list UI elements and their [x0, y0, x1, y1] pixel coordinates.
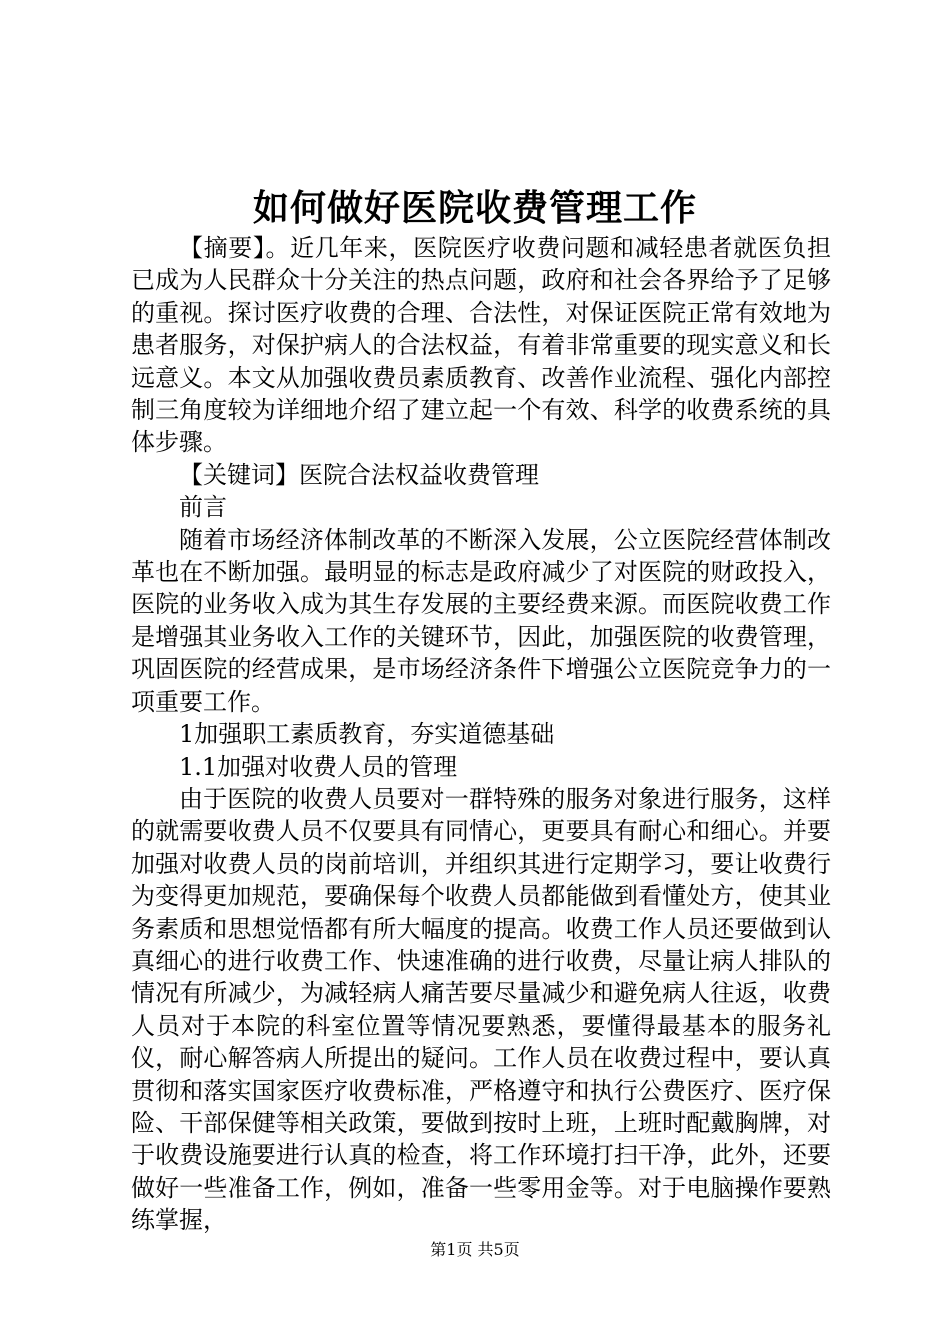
- abstract-paragraph: 【摘要】。近几年来，医院医疗收费问题和减轻患者就医负担已成为人民群众十分关注的热点问题，政府和社会各界给予了足够的重视。探讨医疗收费的合理、合法性，对保证医院正常有效地为患者服务，对保护病人的合法权益，有着非常重要的现实意义和长远意义。本文从加强收费员素质教育、改善作业流程、强化内部控制三角度较为详细地介绍了建立起一个有效、科学的收费系统的具体步骤。: [131, 234, 831, 457]
- section-heading-1-1: 1.1加强对收费人员的管理: [179, 752, 458, 781]
- preface-paragraph: 随着市场经济体制改革的不断深入发展，公立医院经营体制改革也在不断加强。最明显的标志是政府减少了对医院的财政投入，医院的业务收入成为其生存发展的主要经费来源。而医院收费工作是增强其业务收入工作的关键环节，因此，加强医院的收费管理，巩固医院的经营成果，是市场经济条件下增强公立医院竞争力的一项重要工作。: [131, 525, 831, 716]
- section-heading-1: 1加强职工素质教育，夯实道德基础: [179, 720, 555, 749]
- section-heading-preface: 前言: [179, 493, 227, 522]
- keywords-paragraph: 【关键词】医院合法权益收费管理: [179, 460, 539, 489]
- document-title: 如何做好医院收费管理工作: [252, 187, 697, 229]
- page-footer: 第1页 共5页: [430, 1240, 520, 1259]
- body-paragraph: 由于医院的收费人员要对一群特殊的服务对象进行服务，这样的就需要收费人员不仅要具有同情心，更要具有耐心和细心。并要加强对收费人员的岗前培训，并组织其进行定期学习，要让收费行为变得更加规范，要确保每个收费人员都能做到看懂处方，使其业务素质和思想觉悟都有所大幅度的提高。收费工作人员还要做到认真细心的进行收费工作、快速准确的进行收费，尽量让病人排队的情况有所减少，为减轻病人痛苦要尽量减少和避免病人往返，收费人员对于本院的科室位置等情况要熟悉，要懂得最基本的服务礼仪，耐心解答病人所提出的疑问。工作人员在收费过程中，要认真贯彻和落实国家医疗收费标准，严格遵守和执行公费医疗、医疗保险、干部保健等相关政策，要做到按时上班，上班时配戴胸牌，对于收费设施要进行认真的检查，将工作环境打扫干净，此外，还要做好一些准备工作，例如，准备一些零用金等。对于电脑操作要熟练掌握，: [131, 784, 831, 1235]
- document-body: [131, 232, 831, 1237]
